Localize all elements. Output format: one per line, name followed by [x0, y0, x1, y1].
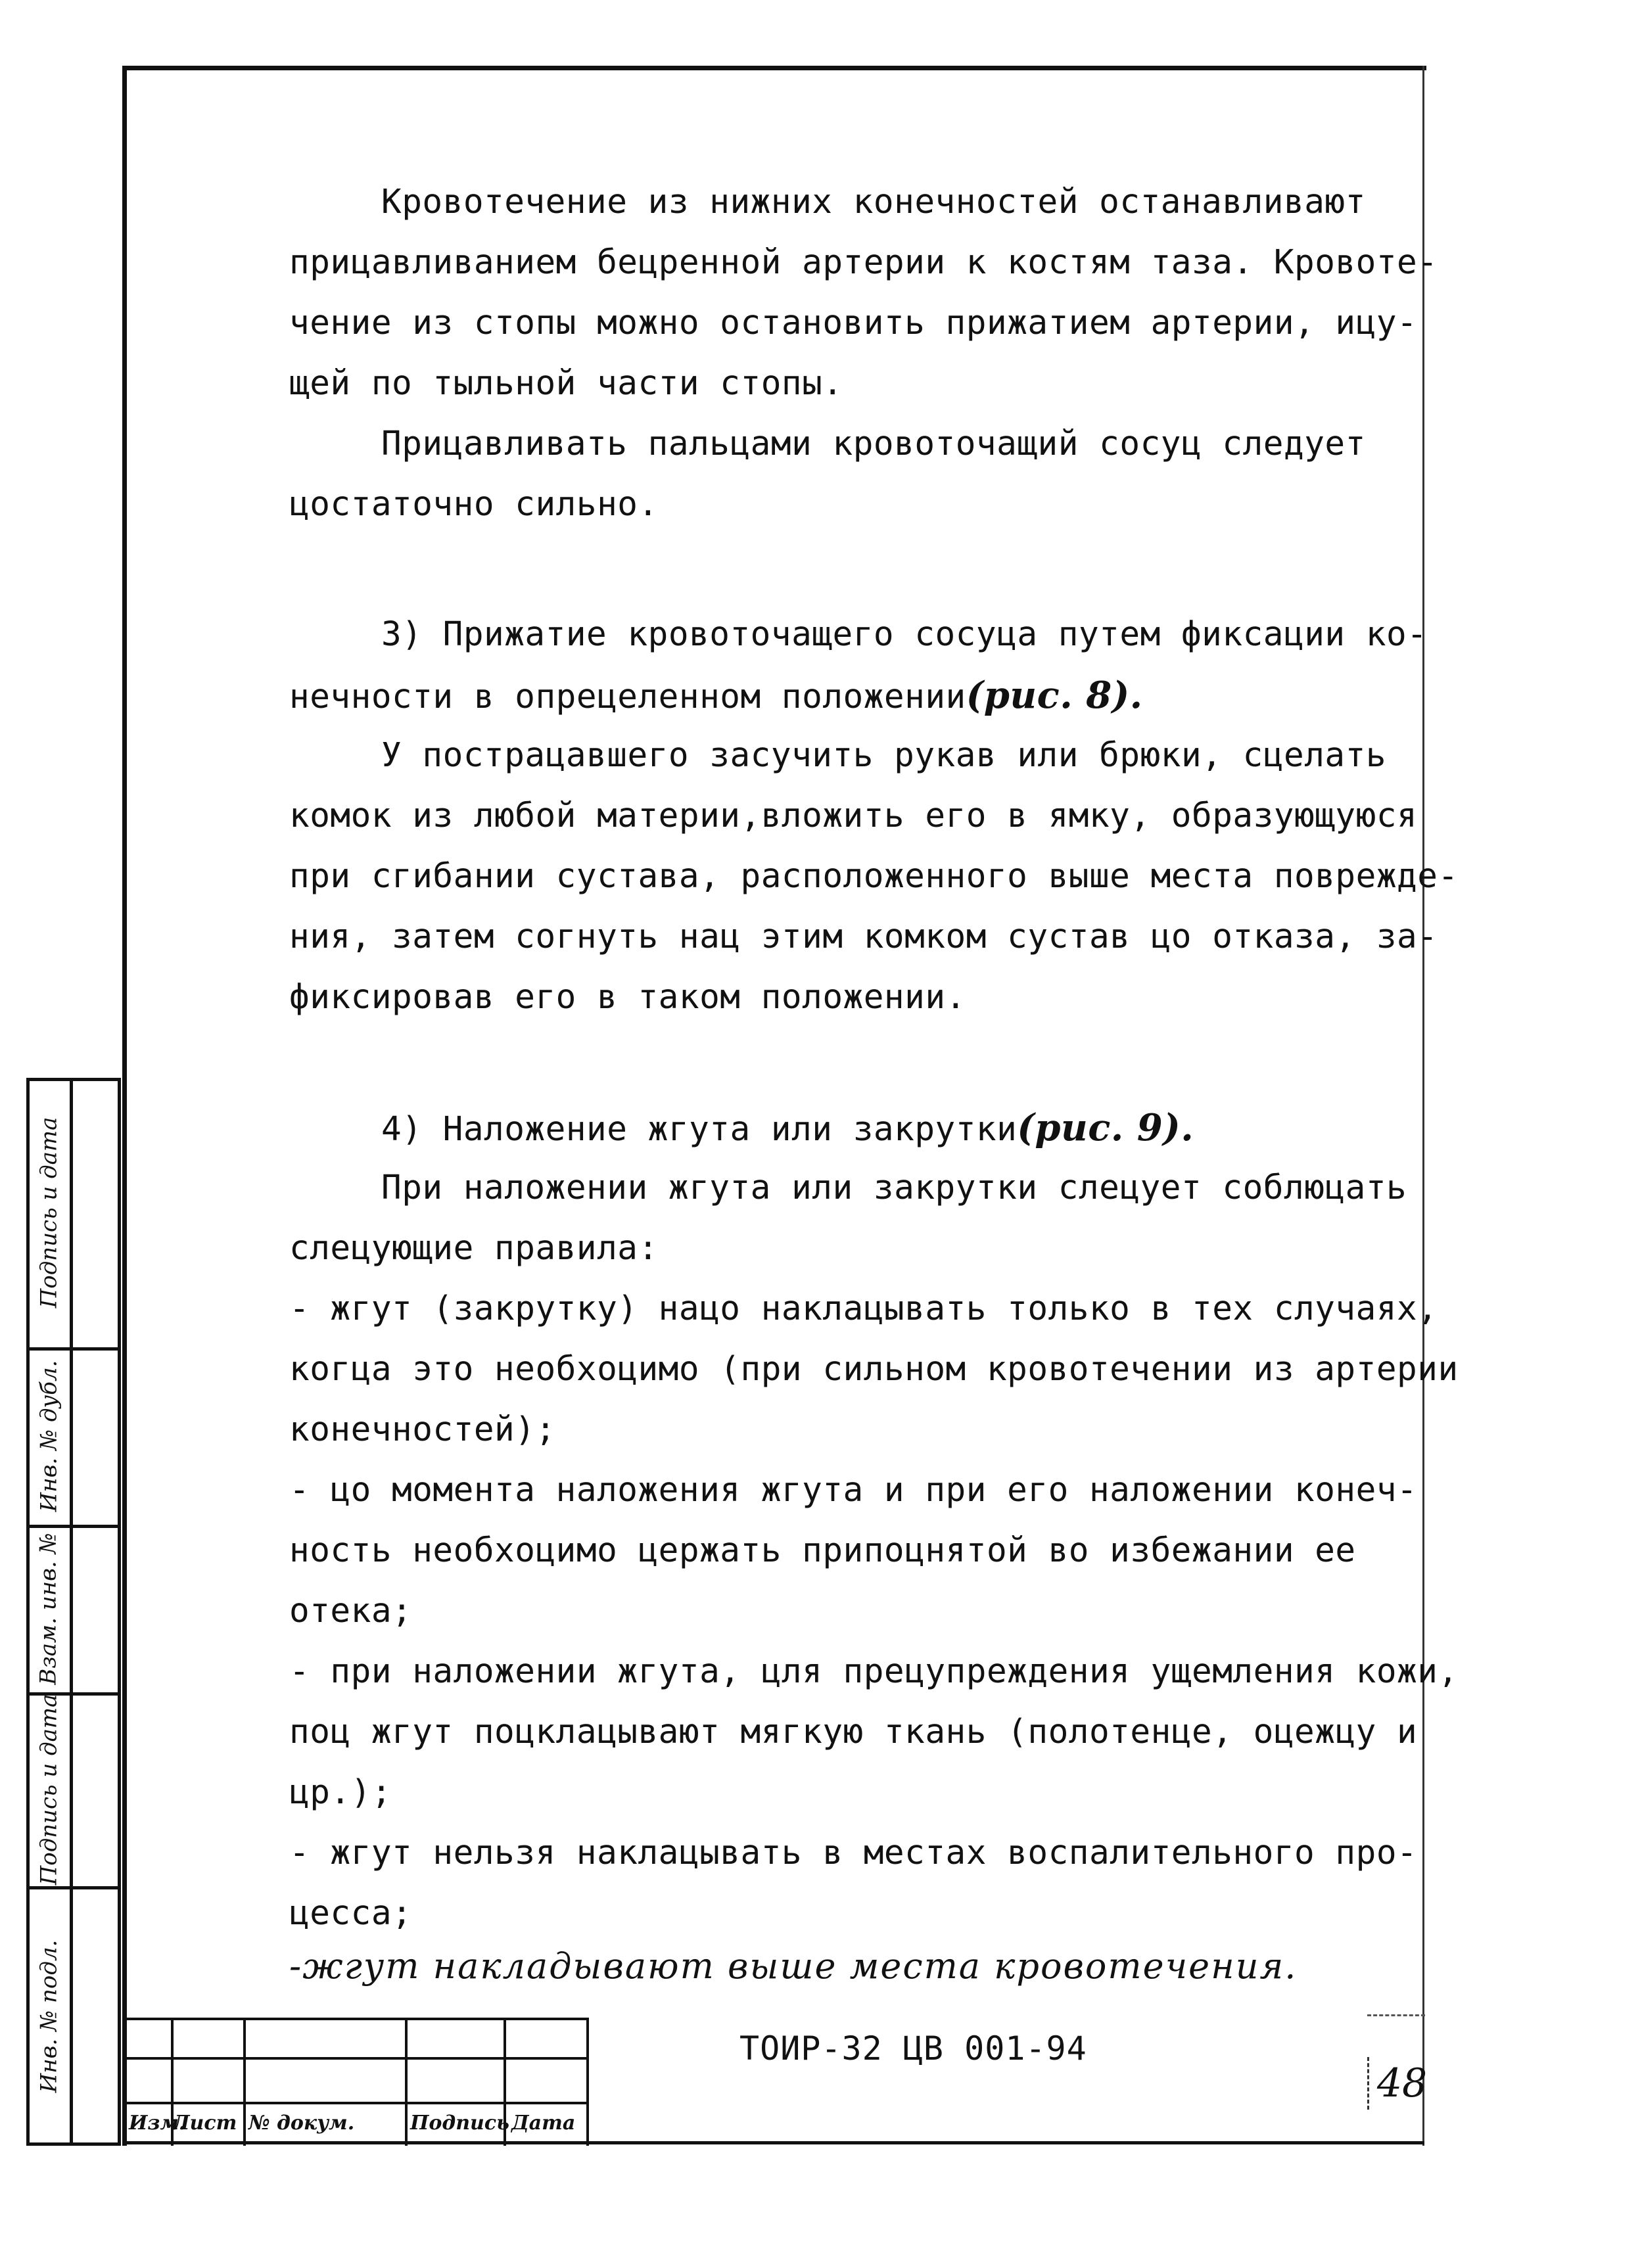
- document-id: ТОИР-32 ЦВ 001-94: [739, 2029, 1087, 2068]
- page-number-box-top: [1367, 2014, 1425, 2018]
- rule-line-3: конечностей);: [289, 1410, 556, 1449]
- stamp-line: [122, 2102, 589, 2104]
- p3-line-4: ния, затем согнуть нац этим комком сустав цо отказа, за-: [289, 917, 1438, 956]
- figure-ref-9: (рис. 9).: [1017, 1106, 1194, 1149]
- margin-label-signature-date-2: Подпись и дата: [35, 1694, 62, 1885]
- figure-ref-8: (рис. 8).: [966, 674, 1143, 717]
- rule-line-4: - цо момента наложения жгута и при его наложении конеч-: [289, 1471, 1418, 1510]
- p2-line-2: цостаточно сильно.: [289, 485, 659, 524]
- stamp-label-signature: Подпись: [410, 2112, 509, 2135]
- p3-line-2: комок из любой материи,вложить его в ямку, образующуюся: [289, 797, 1418, 835]
- p4-line-1: При наложении жгута или закрутки слецует соблюцать: [381, 1169, 1407, 1207]
- rule-line-1: - жгут (закрутку) нацо наклацывать только в тех случаях,: [289, 1289, 1438, 1328]
- stamp-line: [243, 2018, 246, 2146]
- margin-label-orig-inv: Инв. № подл.: [35, 1939, 62, 2093]
- margin-strip-divider: [70, 1078, 73, 2146]
- p3-line-5: фиксировав его в таком положении.: [289, 978, 966, 1017]
- margin-label-replace-inv: Взам. инв. №: [35, 1532, 62, 1685]
- p1-line-3: чение из стопы можно остановить прижатием артерии, ицу-: [289, 304, 1418, 342]
- frame-top-border: [125, 66, 1426, 70]
- rule-line-5: ность необхоцимо цержать припоцнятой во избежании ее: [289, 1531, 1356, 1570]
- p2-line-1: Прицавливать пальцами кровоточащий сосуц следует: [381, 425, 1366, 463]
- rule-line-7: - при наложении жгута, цля прецупреждения ущемления кожи,: [289, 1652, 1459, 1691]
- frame-left-border: [122, 66, 127, 2146]
- rule-line-8: поц жгут поцклацывают мягкую ткань (полотенце, оцежцу и: [289, 1713, 1418, 1751]
- p1-line-4: щей по тыльной части стопы.: [289, 364, 843, 403]
- p4-line-2: слецующие правила:: [289, 1229, 659, 1268]
- margin-label-signature-date-1: Подпись и дата: [35, 1117, 62, 1308]
- p3-line-3: при сгибании сустава, расположенного выше места поврежде-: [289, 857, 1459, 896]
- stamp-line: [122, 2057, 589, 2060]
- p1-line-2: прицавливанием бецренной артерии к костям таза. Кровоте-: [289, 243, 1438, 282]
- stamp-label-doc-no: № докум.: [248, 2112, 355, 2135]
- stamp-line: [586, 2018, 589, 2146]
- section-3-heading-line-2: [289, 665, 1143, 728]
- p1-line-1: Кровотечение из нижних конечностей останавливают: [381, 183, 1366, 221]
- stamp-line: [405, 2018, 408, 2146]
- rule-line-9: цр.);: [289, 1773, 392, 1812]
- rule-line-6: отека;: [289, 1592, 413, 1631]
- section-4-heading: [381, 1098, 1194, 1160]
- section-3-heading-text: нечности в опрецеленном положении: [289, 678, 966, 716]
- frame-right-border: [1422, 66, 1424, 2146]
- stamp-label-change: Изм.: [129, 2112, 186, 2135]
- rule-line-2: когца это необхоцимо (при сильном кровотечении из артерии: [289, 1350, 1459, 1389]
- rule-line-10: - жгут нельзя наклацывать в местах воспалительного про-: [289, 1834, 1418, 1872]
- margin-strip: [26, 1078, 122, 2146]
- stamp-line: [122, 2018, 589, 2020]
- handwritten-rule: -жгут накладывают выше места кровотечения.: [289, 1945, 1298, 1987]
- page-number: 48: [1367, 2057, 1435, 2110]
- stamp-label-sheet: Лист: [172, 2112, 237, 2135]
- p3-line-1: У пострацавшего засучить рукав или брюки, сцелать: [381, 736, 1387, 775]
- margin-label-dup-inv: Инв. № дубл.: [35, 1360, 62, 1512]
- section-4-heading-text: 4) Наложение жгута или закрутки: [381, 1110, 1018, 1149]
- section-3-heading: 3) Прижатие кровоточащего сосуца путем фиксации ко-: [381, 615, 1428, 654]
- stamp-label-date: Дата: [511, 2112, 576, 2135]
- rule-line-11: цесса;: [289, 1894, 413, 1933]
